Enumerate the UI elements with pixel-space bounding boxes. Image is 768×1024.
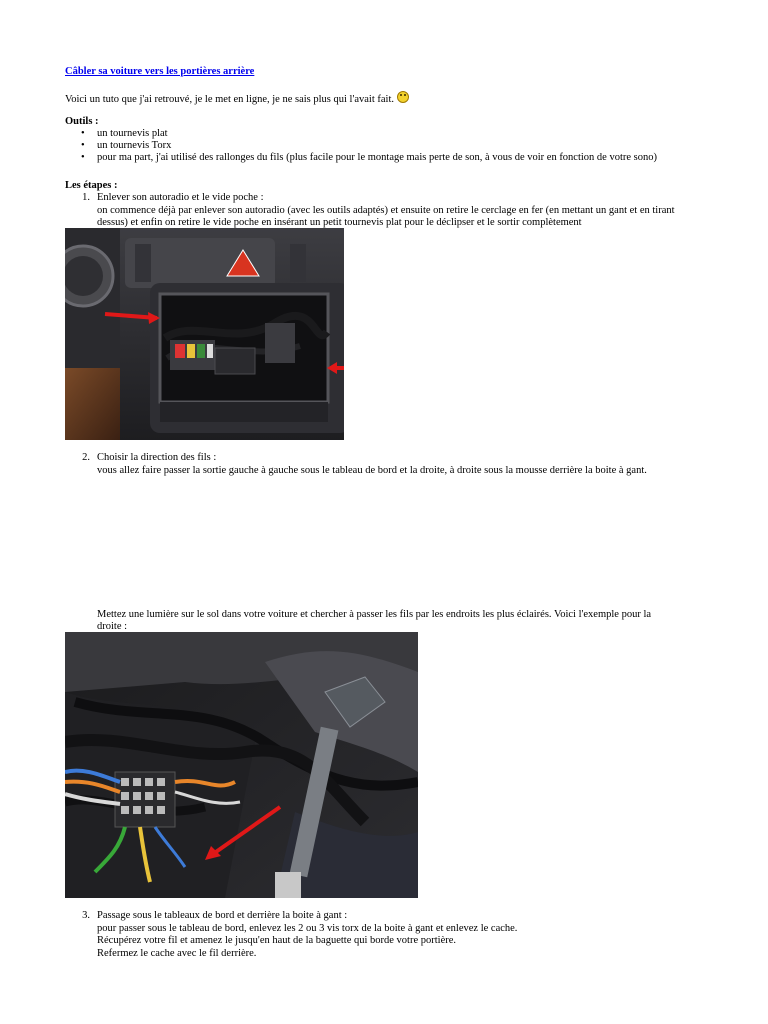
step-number: 2. <box>82 452 90 463</box>
step-title: Choisir la direction des fils : <box>97 452 217 463</box>
intro-text: Voici un tuto que j'ai retrouvé, je le met en ligne, je ne sais plus qui l'avait fait. <box>65 94 395 105</box>
step-text-line: droite : <box>97 621 128 632</box>
page-title-link[interactable]: Câbler sa voiture vers les portières arrière <box>65 66 255 77</box>
dashboard-radio-slot-photo-svg <box>65 228 344 440</box>
dashboard-radio-slot-photo <box>65 228 344 440</box>
tools-list-item <box>65 152 657 164</box>
step-text-line: dessus) et enfin on retire le vide poche en insérant un petit tournevis plat pour le déclipser et le sortir complètement <box>97 217 582 228</box>
tools-list-item <box>65 140 657 152</box>
steps-heading: Les étapes : <box>65 180 118 191</box>
wires-under-dashboard-photo <box>65 632 418 898</box>
step-number: 3. <box>82 910 90 921</box>
step-text-line: Refermez le cache avec le fil derrière. <box>97 948 257 959</box>
intro-paragraph <box>65 91 409 106</box>
tools-list-item <box>65 128 657 140</box>
tools-list <box>65 128 657 164</box>
tool-label: pour ma part, j'ai utilisé des rallonges du fils (plus facile pour le montage mais perte de son, à vous de voir en fonction de votre sono) <box>97 152 657 163</box>
tool-label: un tournevis plat <box>97 128 168 139</box>
step-text-line: Récupérez votre fil et amenez le jusqu'en haut de la baguette qui borde votre portière. <box>97 935 457 946</box>
confused-smiley-icon <box>397 91 409 103</box>
step-number: 1. <box>82 192 90 203</box>
step-title: Enlever son autoradio et le vide poche : <box>97 192 264 203</box>
tool-label: un tournevis Torx <box>97 140 172 151</box>
step-text-line: pour passer sous le tableau de bord, enlevez les 2 ou 3 vis torx de la boite à gant et enlevez le cache. <box>97 923 518 934</box>
step-title: Passage sous le tableaux de bord et derrière la boite à gant : <box>97 910 348 921</box>
wires-under-dashboard-photo-svg <box>65 632 418 898</box>
step-text-line: on commence déjà par enlever son autoradio (avec les outils adaptés) et ensuite on retire le cerclage en fer (en mettant un gant et en tirant <box>97 205 675 216</box>
step-text-line: Mettez une lumière sur le sol dans votre voiture et chercher à passer les fils par les endroits les plus éclairés. Voici l'exemple pour la <box>97 609 652 620</box>
tools-heading: Outils : <box>65 116 99 127</box>
step-text-line: vous allez faire passer la sortie gauche à gauche sous le tableau de bord et la droite, à droite sous la mousse derrière la boite à gant. <box>97 465 647 476</box>
